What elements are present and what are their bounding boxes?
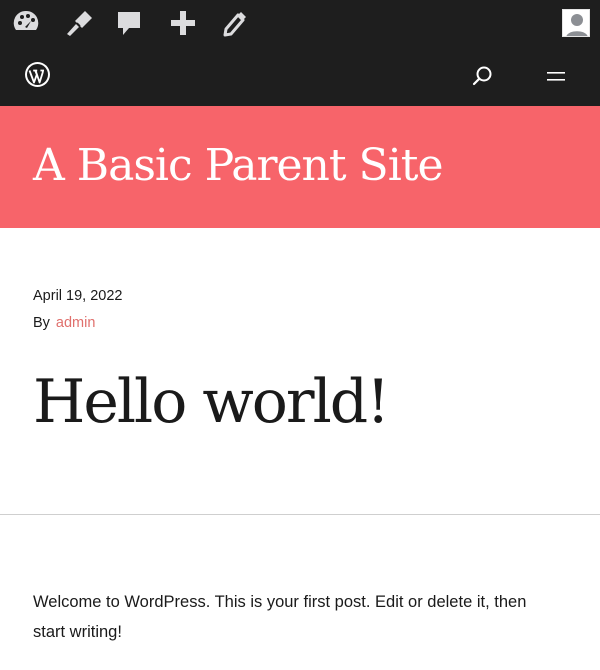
- site-logo[interactable]: [24, 61, 51, 88]
- new-content-button[interactable]: [165, 0, 201, 46]
- new-plus-icon: [169, 9, 197, 37]
- admin-bar: [0, 0, 600, 46]
- wordpress-logo-icon: [24, 61, 51, 88]
- customize-button[interactable]: [60, 0, 96, 46]
- by-label: By: [33, 315, 50, 331]
- post-byline: [33, 315, 95, 331]
- post-content: Welcome to WordPress. This is your first post. Edit or delete it, then start writing!: [33, 593, 527, 641]
- customize-brush-icon: [63, 9, 93, 37]
- site-title[interactable]: A Basic Parent Site: [33, 140, 443, 191]
- edit-pencil-icon: [221, 9, 247, 37]
- avatar-icon: [563, 10, 590, 37]
- dashboard-button[interactable]: [8, 0, 44, 46]
- edit-button[interactable]: [216, 0, 252, 46]
- author-link[interactable]: admin: [55, 315, 96, 331]
- search-button[interactable]: [471, 64, 495, 88]
- site-header: [0, 46, 600, 106]
- menu-button[interactable]: [544, 64, 568, 88]
- site-title-band: [0, 106, 600, 228]
- account-avatar[interactable]: [562, 9, 590, 37]
- hamburger-menu-icon: [544, 64, 568, 88]
- search-icon: [471, 64, 495, 88]
- post-title: Hello world!: [33, 367, 389, 437]
- dashboard-icon: [12, 9, 40, 37]
- post-date: April 19, 2022: [33, 288, 123, 304]
- separator: [0, 514, 600, 515]
- comments-button[interactable]: [111, 0, 147, 46]
- comments-icon: [116, 9, 142, 37]
